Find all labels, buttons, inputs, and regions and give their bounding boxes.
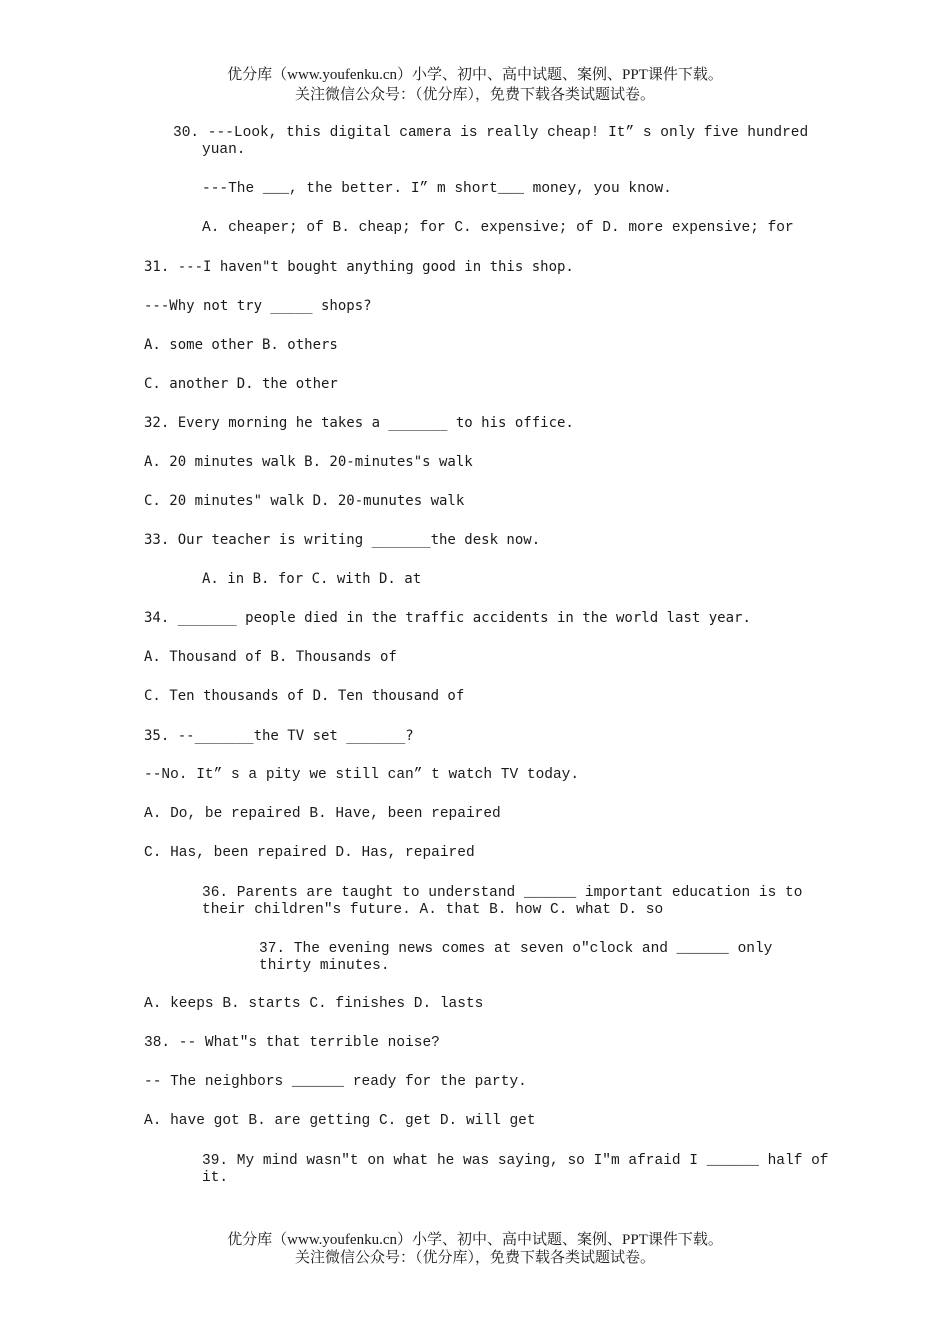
q34-options-1: A. Thousand of B. Thousands of: [144, 649, 397, 665]
q33-line-1: 33. Our teacher is writing _______the desk now.: [144, 532, 541, 548]
q30-options: A. cheaper; of B. cheap; for C. expensive; of D. more expensive; for: [202, 220, 794, 236]
q35-line-1: 35. --_______the TV set _______?: [144, 728, 414, 744]
q38-line-1: 38. -- What″s that terrible noise?: [144, 1035, 440, 1051]
q33-options: A. in B. for C. with D. at: [202, 571, 422, 587]
q37-line-2: thirty minutes.: [259, 958, 390, 974]
q36-line-1: 36. Parents are taught to understand ______ important education is to: [202, 885, 803, 901]
q38-line-2: -- The neighbors ______ ready for the party.: [144, 1074, 527, 1090]
q35-line-2: --No. It” s a pity we still can” t watch TV today.: [144, 767, 580, 783]
q38-options: A. have got B. are getting C. get D. will get: [144, 1113, 536, 1129]
q39-line-2: it.: [202, 1170, 229, 1186]
q36-line-2: their children″s future. A. that B. how C. what D. so: [202, 902, 664, 918]
q31-options-2: C. another D. the other: [144, 376, 338, 392]
q30-line-1: 30. ---Look, this digital camera is really cheap! It” s only five hundred: [173, 125, 809, 141]
q35-options-2: C. Has, been repaired D. Has, repaired: [144, 845, 475, 861]
q34-line-1: 34. _______ people died in the traffic accidents in the world last year.: [144, 610, 751, 626]
header-line-1: 优分库（www.youfenku.cn）小学、初中、高中试题、案例、PPT课件下载。: [227, 67, 723, 83]
footer-line-2: 关注微信公众号：（优分库），免费下载各类试题试卷。: [294, 1250, 655, 1266]
q31-line-1: 31. ---I haven"t bought anything good in this shop.: [144, 259, 574, 275]
q31-line-2: ---Why not try _____ shops?: [144, 298, 372, 314]
q32-line-1: 32. Every morning he takes a _______ to his office.: [144, 415, 574, 431]
q32-options-2: C. 20 minutes" walk D. 20-munutes walk: [144, 493, 465, 509]
q37-line-1: 37. The evening news comes at seven o″clock and ______ only: [259, 941, 773, 957]
q30-line-2: yuan.: [202, 142, 246, 158]
q39-line-1: 39. My mind wasn″t on what he was saying, so I″m afraid I ______ half of: [202, 1153, 829, 1169]
footer-line-1: 优分库（www.youfenku.cn）小学、初中、高中试题、案例、PPT课件下载。: [227, 1232, 723, 1248]
q35-options-1: A. Do, be repaired B. Have, been repaired: [144, 806, 501, 822]
q34-options-2: C. Ten thousands of D. Ten thousand of: [144, 688, 465, 704]
q31-options-1: A. some other B. others: [144, 337, 338, 353]
q32-options-1: A. 20 minutes walk B. 20-minutes"s walk: [144, 454, 473, 470]
header-line-2: 关注微信公众号：（优分库），免费下载各类试题试卷。: [294, 87, 655, 103]
q37-options: A. keeps B. starts C. finishes D. lasts: [144, 996, 484, 1012]
q30-line-3: ---The ___, the better. I” m short___ money, you know.: [202, 181, 672, 197]
